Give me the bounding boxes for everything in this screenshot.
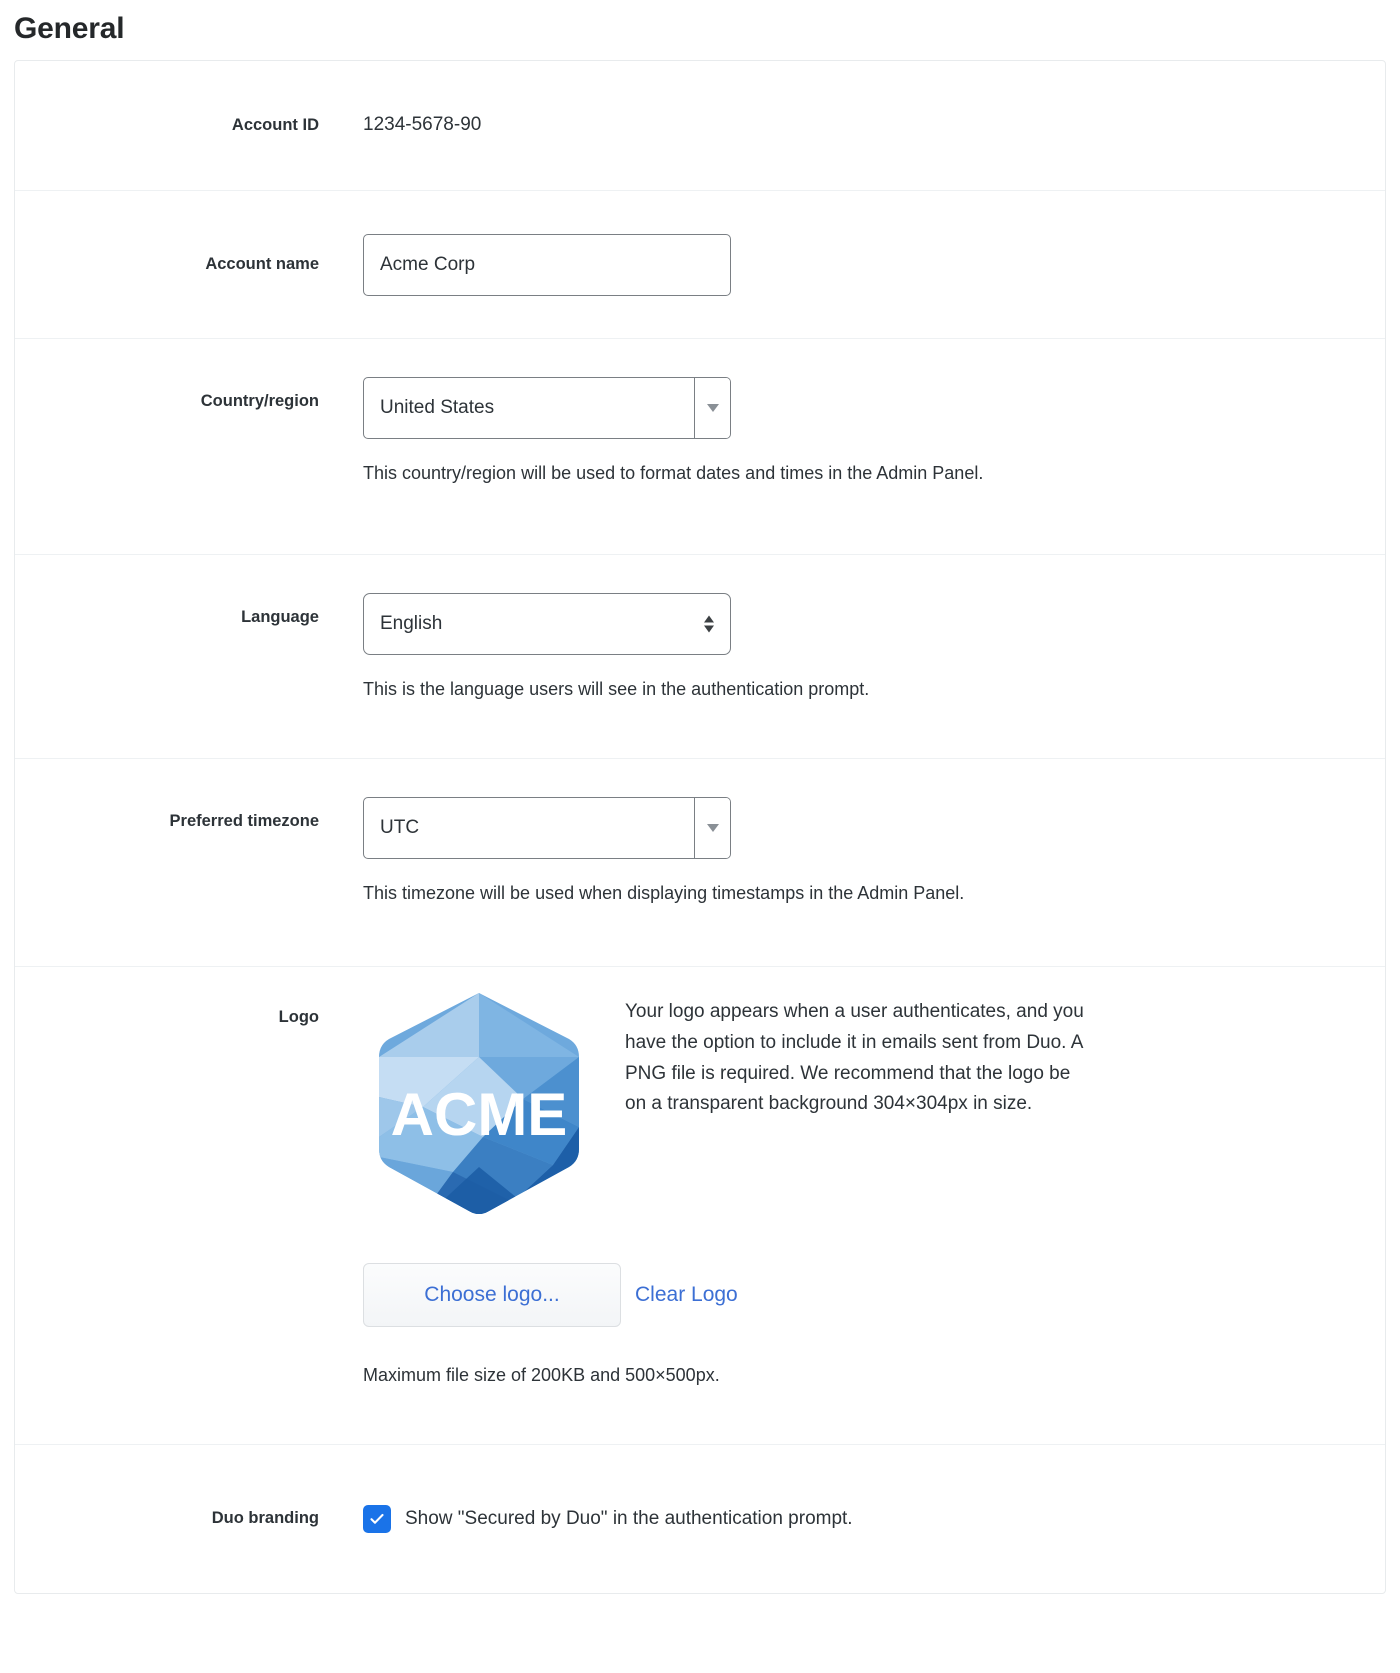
preferred-timezone-select[interactable] — [363, 797, 731, 859]
duo-branding-check-line — [363, 1505, 1361, 1533]
duo-branding-checkbox-label: Show "Secured by Duo" in the authentication prompt. — [405, 1508, 853, 1529]
logo-content — [363, 967, 1385, 1386]
language-content — [363, 555, 1385, 701]
account-name-label: Account name — [205, 254, 319, 273]
acme-logo-wordmark: ACME — [390, 1081, 568, 1148]
account-name-content — [363, 234, 1385, 296]
preferred-timezone-content — [363, 759, 1385, 905]
language-value: English — [380, 613, 443, 634]
logo-label: Logo — [278, 1008, 319, 1026]
logo-size-note: Maximum file size of 200KB and 500×500px. — [363, 1365, 720, 1385]
preferred-timezone-label: Preferred timezone — [169, 812, 319, 830]
caret-up-glyph — [704, 616, 714, 623]
preferred-timezone-value: UTC — [380, 817, 420, 838]
updown-arrows-icon — [704, 616, 714, 633]
account-id-value: 1234-5678-90 — [363, 114, 482, 136]
duo-branding-checkbox[interactable] — [363, 1505, 391, 1533]
country-region-label: Country/region — [200, 392, 319, 410]
caret-down-glyph — [707, 824, 719, 832]
country-region-value: United States — [380, 397, 495, 418]
language-label: Language — [241, 608, 319, 626]
duo-branding-label: Duo branding — [211, 1509, 319, 1528]
caret-down-glyph — [707, 404, 719, 412]
row-duo-branding — [15, 1445, 1385, 1593]
row-account-id — [15, 61, 1385, 191]
row-language — [15, 555, 1385, 759]
account-id-content — [363, 114, 1385, 137]
check-icon — [368, 1510, 386, 1528]
account-id-label: Account ID — [231, 115, 319, 134]
row-preferred-timezone — [15, 759, 1385, 967]
country-region-help: This country/region will be used to format dates and times in the Admin Panel. — [363, 463, 984, 483]
row-account-name — [15, 191, 1385, 339]
acme-logo-image — [363, 987, 595, 1219]
caret-down-glyph — [704, 626, 714, 633]
account-name-input[interactable] — [363, 234, 731, 296]
row-country-region — [15, 339, 1385, 555]
logo-description: Your logo appears when a user authenticates, and you have the option to include it in emails sent from Duo. A PNG file is required. We recommend that the logo be on a transparent background 304×304px in size. — [625, 1001, 1084, 1115]
choose-logo-button[interactable]: Choose logo... — [363, 1263, 621, 1327]
preferred-timezone-help: This timezone will be used when displaying timestamps in the Admin Panel. — [363, 883, 965, 903]
general-settings-panel — [14, 60, 1386, 1594]
row-logo — [15, 967, 1385, 1445]
country-region-select[interactable] — [363, 377, 731, 439]
clear-logo-link[interactable]: Clear Logo — [635, 1283, 738, 1306]
country-region-content — [363, 339, 1385, 485]
chevron-down-icon[interactable] — [694, 378, 730, 438]
page-title: General — [14, 12, 125, 45]
language-help: This is the language users will see in the authentication prompt. — [363, 679, 870, 699]
language-select[interactable] — [363, 593, 731, 655]
logo-actions — [363, 1263, 1361, 1327]
chevron-down-icon[interactable] — [694, 798, 730, 858]
duo-branding-content — [363, 1505, 1385, 1533]
logo-block — [363, 987, 1361, 1219]
